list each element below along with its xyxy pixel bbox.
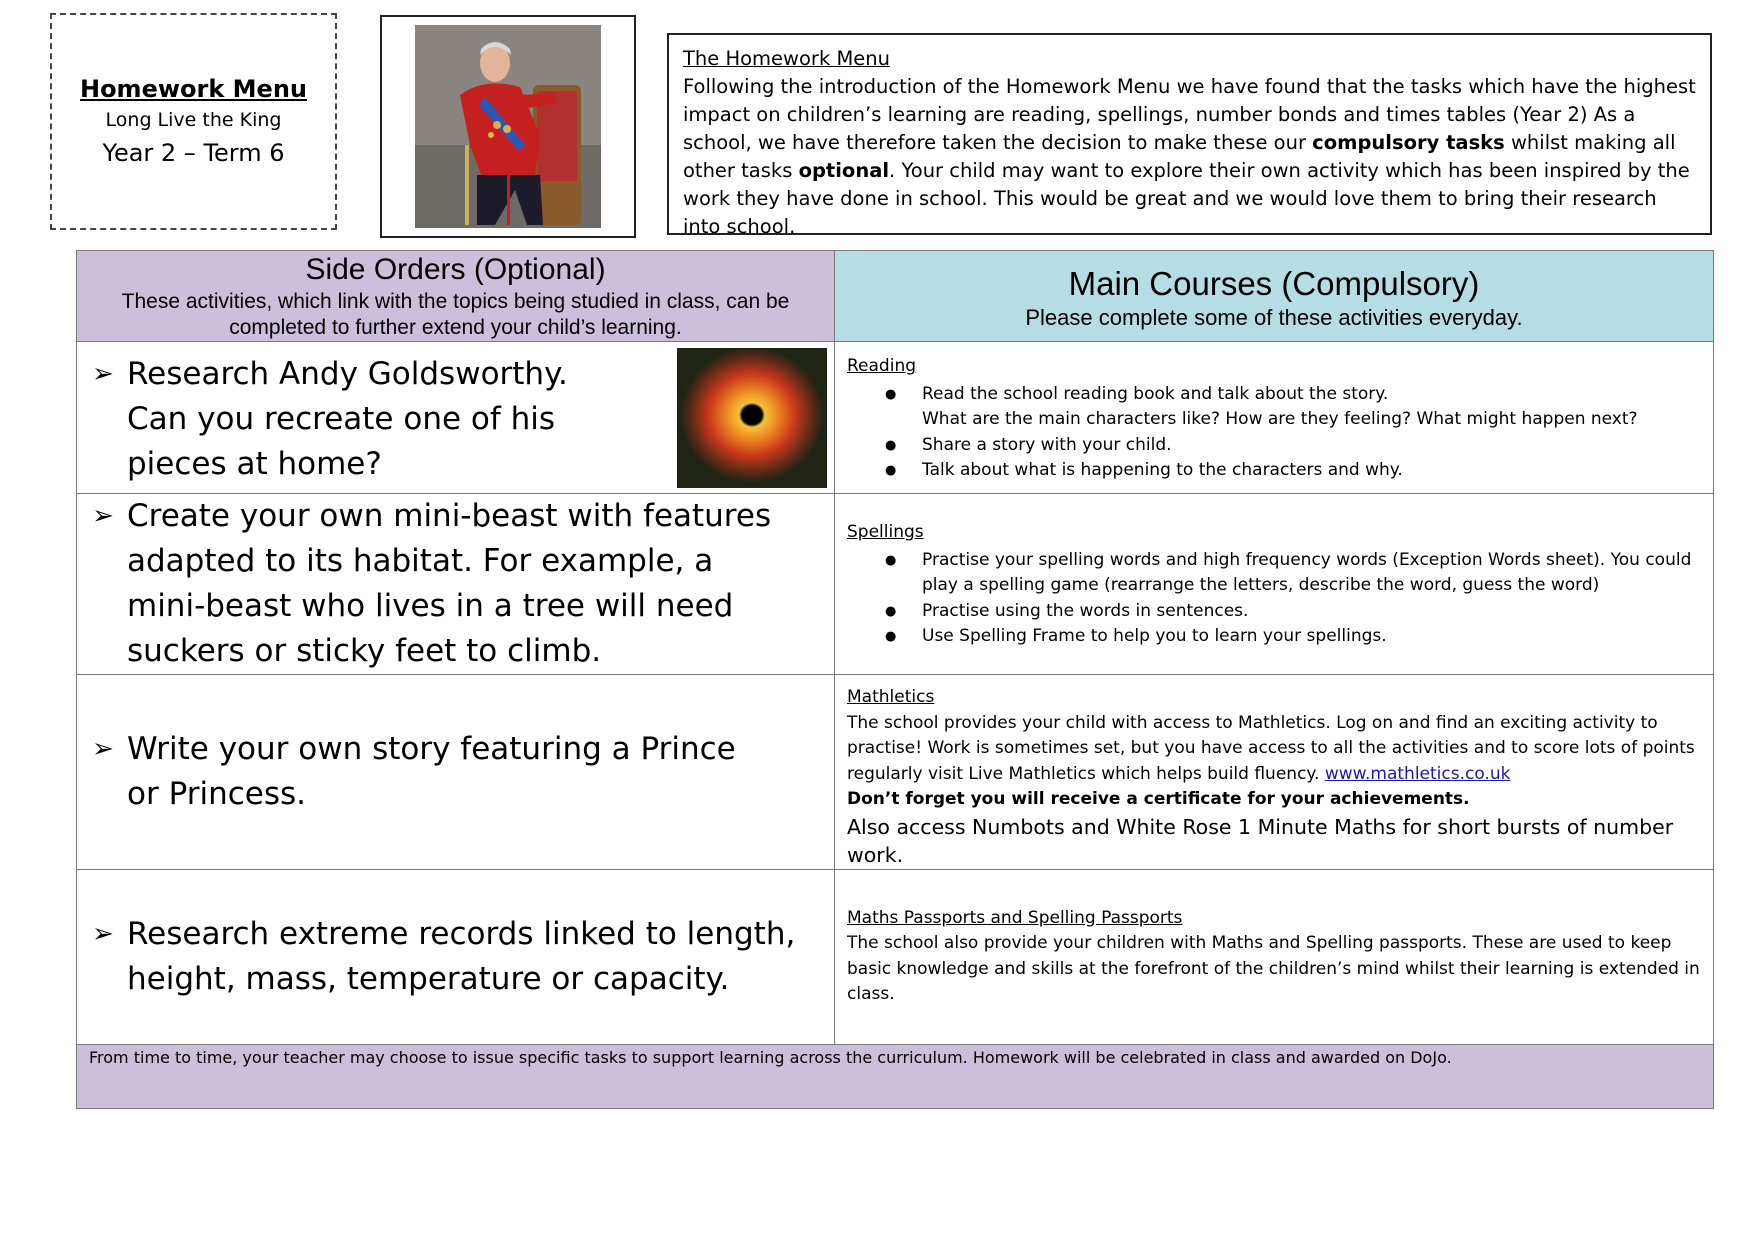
spellings-cell (835, 494, 1714, 675)
side-orders-subtitle: These activities, which link with the topics being studied in class, can be completed to further extend your child’s learning. (121, 290, 790, 339)
spellings-bullet-3: ● Use Spelling Frame to help you to learn your spellings. (847, 624, 1701, 650)
passports-title: Maths Passports and Spelling Passports (847, 907, 1183, 928)
arrow-bullet-icon: ➢ (92, 918, 114, 949)
side-orders-header (77, 251, 835, 342)
mathletics-text: The school provides your child with access to Mathletics. Log on and find an exciting activity to practise! Work is sometimes set, but you have access to all the activities and to score lots of points regularly visit Live Mathletics which helps build fluency. (847, 712, 1695, 784)
goldsworthy-artwork-image (677, 348, 827, 488)
footer-text: From time to time, your teacher may choose to issue specific tasks to support learning across the curriculum. Homework will be celebrated in class and awarded on DoJo. (89, 1047, 1452, 1067)
side-order-item-4 (77, 912, 797, 1002)
intro-heading: The Homework Menu (683, 47, 890, 70)
side-order-text-1: Research Andy Goldsworthy. Can you recreate one of his pieces at home? (127, 356, 568, 482)
main-courses-title: Main Courses (Compulsory) (1068, 265, 1480, 302)
intro-text-3: . Your child may want to explore their own activity which has been inspired by the work they have done in school. This would be great and we would love them to bring their research into school. (683, 159, 1690, 238)
spellings-list (847, 548, 1701, 650)
mathletics-extra-note: Also access Numbots and White Rose 1 Minute Maths for short bursts of number work. (847, 814, 1674, 867)
spellings-title: Spellings (847, 522, 924, 542)
reading-bullet-1: ● Read the school reading book and talk about the story. (847, 382, 1701, 408)
mathletics-paragraph (847, 711, 1701, 788)
side-order-item-3 (77, 727, 757, 817)
main-courses-header (835, 251, 1714, 342)
side-order-item-1 (77, 352, 617, 487)
mathletics-cell (835, 675, 1714, 870)
mathletics-certificate-note: Don’t forget you will receive a certificate for your achievements. (847, 789, 1470, 809)
reading-list (847, 382, 1701, 484)
intro-bold-compulsory: compulsory tasks (1312, 131, 1505, 154)
passports-cell (835, 869, 1714, 1044)
menu-subtitle: Long Live the King (105, 109, 282, 131)
intro-box (667, 33, 1712, 238)
intro-paragraph (683, 73, 1696, 241)
intro-text-1: Following the introduction of the Homework Menu we have found that the tasks which have the highest impact on children’s learning are reading, spellings, number bonds and times tables (Year 2) As a school, we have therefore taken the decision to make these our (683, 75, 1696, 154)
reading-bullet-2: ● Share a story with your child. (847, 433, 1701, 459)
side-order-text-3: Write your own story featuring a Prince or Princess. (127, 730, 736, 812)
passports-text: The school also provide your children with Maths and Spelling passports. These are used to keep basic knowledge and skills at the forefront of the children’s mind whilst their learning is extended in class. (847, 933, 1700, 1004)
king-portrait-frame (380, 15, 636, 238)
side-order-cell-3 (77, 675, 835, 870)
spellings-bullet-1: ● Practise your spelling words and high frequency words (Exception Words sheet). You could play a spelling game (rearrange the letters, describe the word, guess the word) (847, 548, 1701, 599)
reading-bullet-1-continued: What are the main characters like? How are they feeling? What might happen next? (922, 409, 1638, 429)
side-order-cell-4 (77, 869, 835, 1044)
mathletics-title: Mathletics (847, 687, 935, 707)
side-order-text-4: Research extreme records linked to length, height, mass, temperature or capacity. (127, 915, 796, 997)
spellings-bullet-2: ● Practise using the words in sentences. (847, 599, 1701, 625)
intro-bold-optional: optional (798, 159, 890, 182)
menu-title: Homework Menu (79, 75, 307, 103)
arrow-bullet-icon: ➢ (92, 733, 114, 764)
main-courses-subtitle: Please complete some of these activities everyday. (1025, 305, 1523, 330)
side-order-text-2: Create your own mini-beast with features adapted to its habitat. For example, a mini-beast who lives in a tree will need suckers or sticky feet to climb. (127, 498, 772, 669)
reading-cell (835, 342, 1714, 494)
footer-note (77, 1044, 1714, 1108)
intro-text-2: whilst making all other tasks (683, 131, 1676, 182)
reading-title: Reading (847, 356, 917, 376)
side-order-cell-1 (77, 342, 835, 494)
reading-bullet-3: ● Talk about what is happening to the characters and why. (847, 458, 1701, 484)
side-order-cell-2 (77, 494, 835, 675)
title-box (50, 13, 337, 230)
year-term: Year 2 – Term 6 (102, 139, 285, 167)
menu-table (76, 250, 1714, 1109)
king-portrait-image (415, 25, 601, 228)
arrow-bullet-icon: ➢ (92, 501, 114, 531)
side-order-item-2 (77, 494, 797, 674)
side-orders-title: Side Orders (Optional) (305, 253, 606, 286)
mathletics-link[interactable]: www.mathletics.co.uk (1324, 763, 1511, 784)
arrow-bullet-icon: ➢ (92, 359, 114, 389)
